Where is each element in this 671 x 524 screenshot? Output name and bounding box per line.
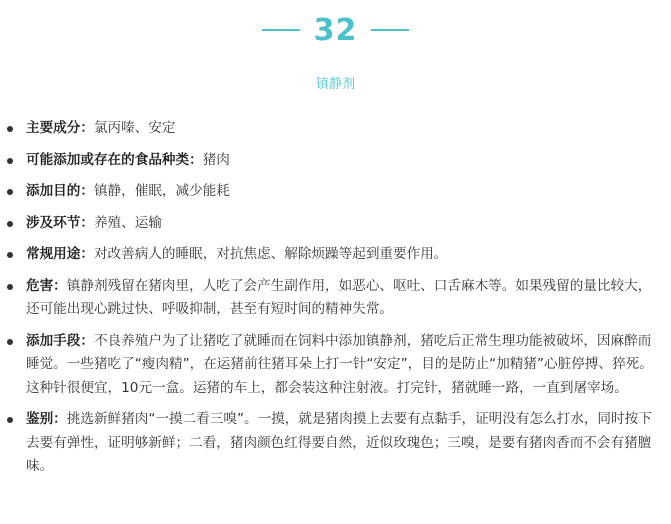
info-list — [0, 117, 671, 487]
section-subtitle: 镇静剂 — [315, 77, 355, 92]
bullet-icon — [7, 284, 13, 290]
item-text: 对改善病人的睡眠，对抗焦虑、解除烦躁等起到重要作用。 — [93, 246, 448, 262]
bullet-icon — [7, 221, 13, 227]
item-text: 挑选新鲜猪肉“一摸二看三嗅”。一摸，就是猪肉摸上去要有点黏手，证明没有怎么打水，同时按下去要有弹性，证明够新鲜；二看，猪肉颜色红得要自然，近似玫瑰色；三嗅，是要有猪肉香而不会有猪膻味。 — [26, 411, 652, 474]
item-text: 镇静剂残留在猪肉里，人吃了会产生副作用，如恶心、呕吐、口舌麻木等。如果残留的量比较大，还可能出现心跳过快、呼吸抑制，甚至有短时间的精神失常。 — [26, 277, 652, 317]
item-label: 鉴别： — [26, 411, 67, 427]
list-item-stages — [0, 212, 671, 236]
list-item-food-types — [0, 149, 671, 173]
list-item-normal-use — [0, 243, 671, 267]
item-text: 猪肉 — [202, 151, 230, 168]
list-item-identification — [0, 408, 671, 479]
bullet-icon — [7, 252, 13, 258]
bullet-icon — [7, 417, 13, 423]
item-text: 氯丙嗪、安定 — [93, 120, 176, 136]
section-header — [0, 10, 671, 50]
bullet-icon — [7, 189, 13, 195]
item-label: 危害： — [26, 277, 67, 294]
item-text: 镇静，催眠，减少能耗 — [93, 183, 230, 199]
list-item-main-ingredients — [0, 117, 671, 141]
header-right-rule — [371, 29, 409, 31]
item-text: 不良养殖户为了让猪吃了就睡而在饲料中添加镇静剂，猪吃后正常生理功能被破坏，因麻醉而睡觉。一些猪吃了“瘦肉精”，在运猪前往猪耳朵上打一针“安定”，目的是防止“加精猪”心脏停搏、猝死。这种针很便宜，10元一盒。运猪的车上，都会装这种注射液。打完针，猪就睡一路，一直到屠宰场。 — [26, 332, 653, 396]
list-item-hazards — [0, 275, 671, 322]
bullet-icon — [7, 158, 13, 164]
item-label: 涉及环节： — [26, 214, 94, 231]
bullet-icon — [7, 126, 13, 132]
header-left-rule — [262, 29, 300, 31]
section-number: 32 — [313, 12, 358, 48]
item-label: 添加手段： — [26, 332, 94, 349]
item-label: 添加目的： — [26, 183, 94, 199]
list-item-method — [0, 330, 671, 401]
item-label: 常规用途： — [26, 246, 94, 262]
list-item-purpose — [0, 180, 671, 204]
item-label: 主要成分： — [26, 120, 94, 136]
item-label: 可能添加或存在的食品种类： — [26, 151, 203, 168]
item-text: 养殖、运输 — [93, 214, 162, 231]
bullet-icon — [7, 339, 13, 345]
